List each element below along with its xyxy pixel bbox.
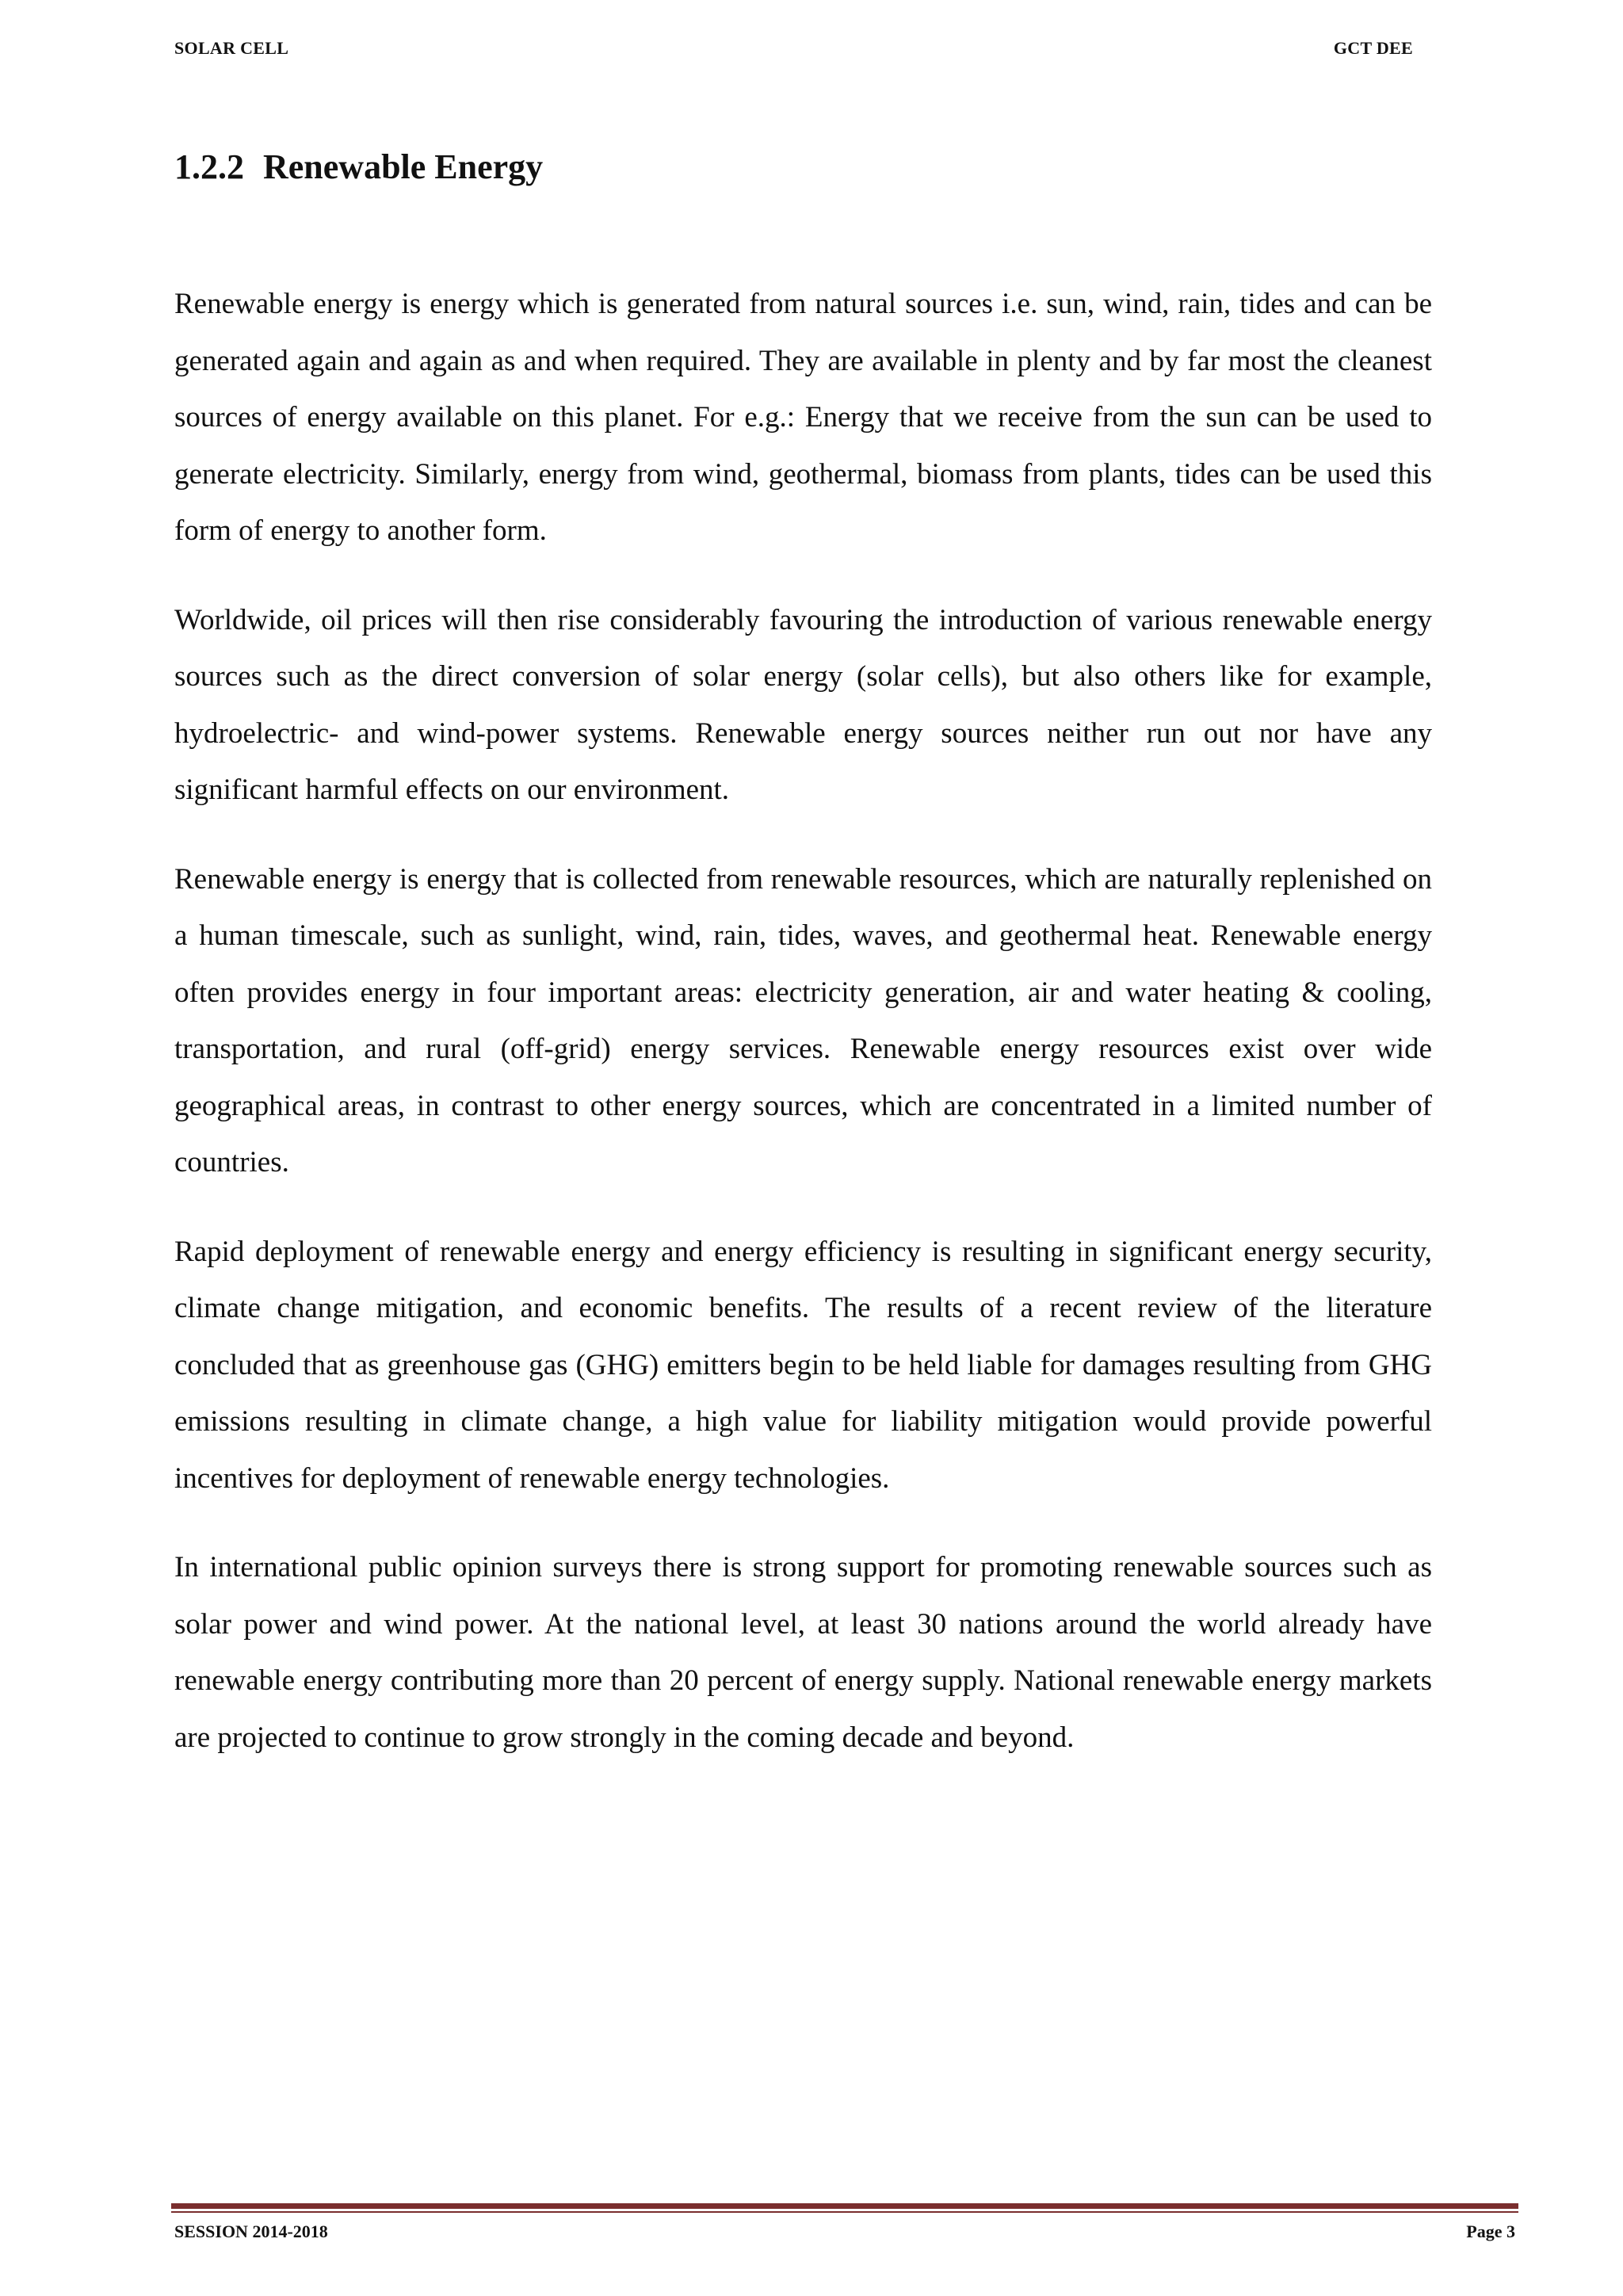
paragraph-4: Rapid deployment of renewable energy and energy efficiency is resulting in significant energy security, climate change mitigation, and economic benefits. The results of a recent review of the literature concluded that as greenhouse gas (GHG) emitters begin to be held liable for damages resulting from GHG emissions resulting in climate change, a high value for liability mitigation would provide powerful incentives for deployment of renewable energy technologies. (174, 1235, 1432, 1495)
paragraph-3: Renewable energy is energy that is collected from renewable resources, which are naturally replenished on a human timescale, such as sunlight, wind, rain, tides, waves, and geothermal heat. Renewable energy often provides energy in four important areas: electricity generation, air and water heating & cooling, transportation, and rural (off-grid) energy services. Renewable energy resources exist over wide geographical areas, in contrast to other energy sources, which are concentrated in a limited number of countries. (174, 862, 1432, 1179)
footer-session-text: SESSION 2014-2018 (174, 2222, 328, 2241)
footer-divider-thick (171, 2203, 1518, 2209)
body-text (174, 276, 1432, 1798)
paragraph-5: In international public opinion surveys there is strong support for promoting renewable sources such as solar power and wind power. At the national level, at least 30 nations around the world already have renewable energy contributing more than 20 percent of energy supply. National renewable energy markets are projected to continue to grow strongly in the coming decade and beyond. (174, 1551, 1432, 1754)
footer-divider (171, 2203, 1518, 2213)
section-number: 1.2.2 (174, 147, 244, 186)
footer-page-number: Page 3 (1466, 2222, 1515, 2241)
header-left-text: SOLAR CELL (174, 38, 289, 58)
section-title: Renewable Energy (263, 147, 544, 186)
header-right-text: GCT DEE (1333, 38, 1413, 58)
paragraph-2: Worldwide, oil prices will then rise considerably favouring the introduction of various renewable energy sources such as the direct conversion of solar energy (solar cells), but also others like for example, hydroelectric- and wind-power systems. Renewable energy sources neither run out nor have any significant harmful effects on our environment. (174, 603, 1432, 806)
section-heading (174, 147, 543, 187)
paragraph-1: Renewable energy is energy which is generated from natural sources i.e. sun, wind, rain, tides and can be generated again and again as and when required. They are available in plenty and by far most the cleanest sources of energy available on this planet. For e.g.: Energy that we receive from the sun can be used to generate electricity. Similarly, energy from wind, geothermal, biomass from plants, tides can be used this form of energy to another form. (174, 288, 1432, 547)
footer-divider-thin (171, 2211, 1518, 2213)
page-footer (174, 2222, 1515, 2250)
page-header (174, 38, 1413, 67)
